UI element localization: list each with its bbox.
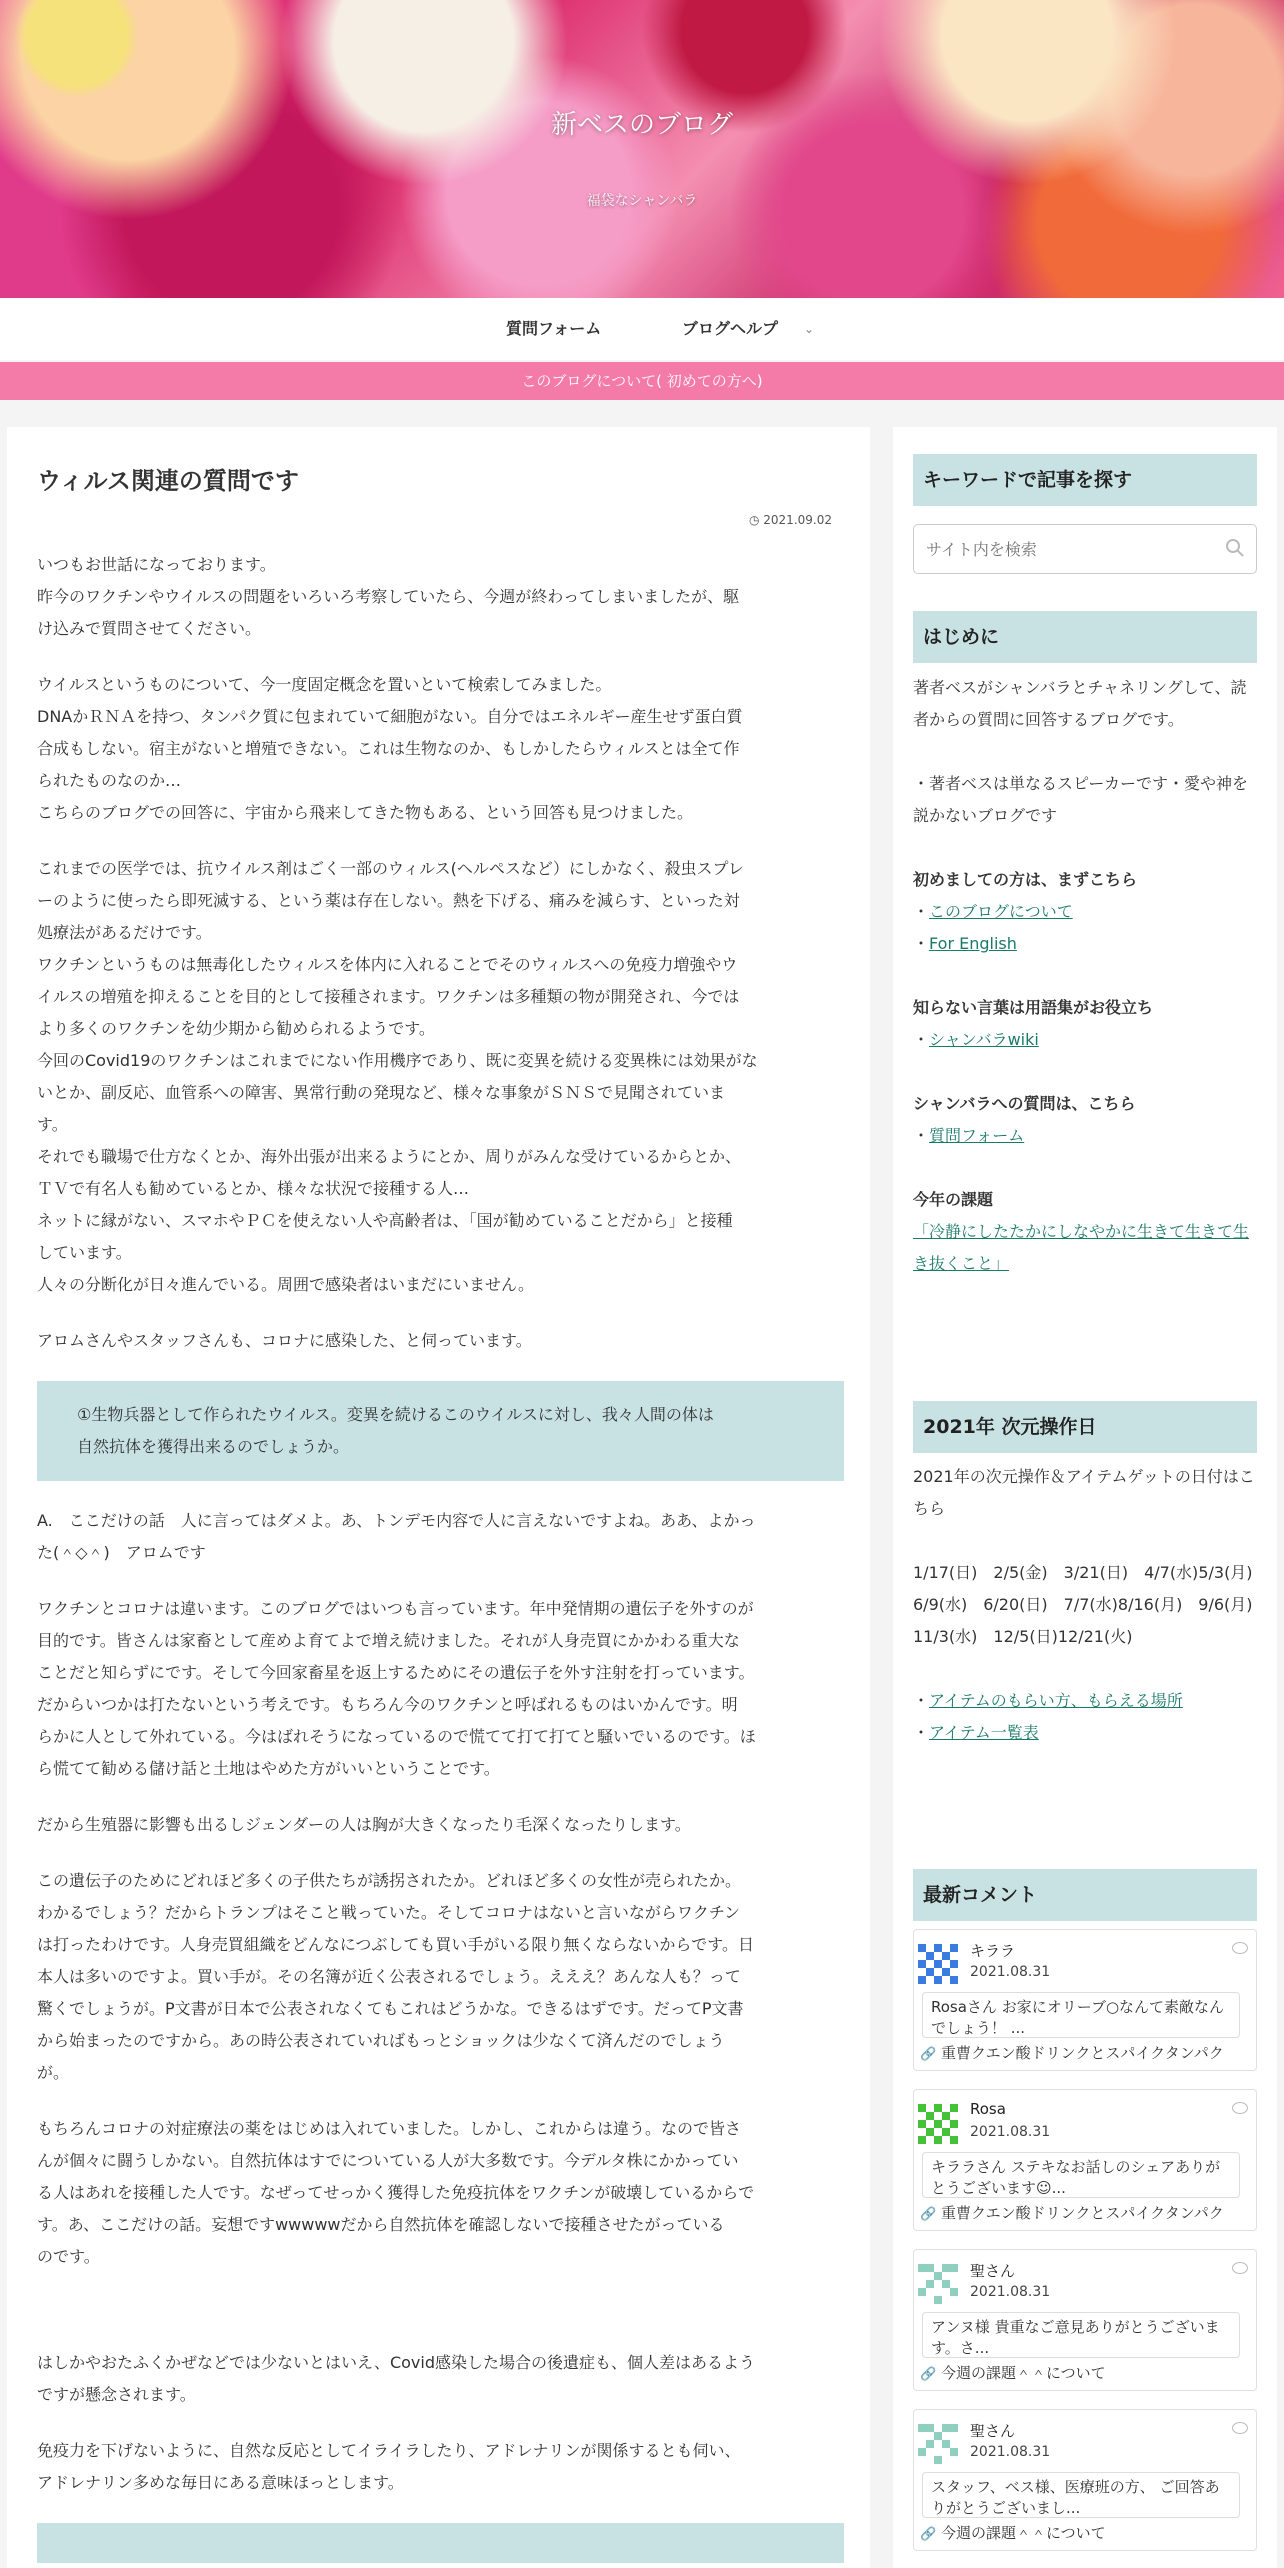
text-line: た(＾◇＾) アロムです	[37, 1543, 206, 1562]
search-box[interactable]	[913, 524, 1257, 574]
text-line: ワクチンとコロナは違います。このブログではいつも言っています。年中発情期の遺伝子を外すのが	[37, 1599, 754, 1618]
text-line: す。	[1153, 710, 1184, 729]
text-line: しています。	[37, 1243, 132, 1262]
text-line: んが個々に闘うしかない。自然抗体はすでについている人が大多数です。今デルタ株にかかってい	[37, 2151, 739, 2170]
site-tagline: 福袋なシャンバラ	[586, 193, 698, 209]
intro-bullets	[913, 768, 1257, 832]
comment-post-link[interactable]	[920, 2042, 1224, 2063]
question-box	[37, 1381, 844, 1481]
search-widget-heading: キーワードで記事を探す	[913, 454, 1257, 506]
text-line: す。	[37, 1115, 68, 1134]
link-item-how-to[interactable]: アイテムのもらい方、もらえる場所	[929, 1691, 1183, 1710]
text-line: 人々の分断化が日々進んでいる。周囲で感染者はいまだにいません。	[37, 1275, 534, 1294]
paragraph	[37, 2435, 844, 2499]
intro-text	[913, 672, 1257, 736]
paragraph	[37, 1865, 844, 2089]
text-line: 自然抗体を獲得出来るのでしょうか。	[77, 1437, 350, 1456]
comment-author: 聖さん	[970, 2262, 1016, 2280]
speech-bubble-icon	[1232, 2102, 1248, 2114]
link-icon: 🔗	[920, 2367, 937, 2382]
paragraph	[37, 853, 844, 1301]
speech-bubble-icon	[1232, 2262, 1248, 2274]
link-about-blog[interactable]: このブログについて	[929, 902, 1073, 921]
text-line: アドレナリン多めな毎日にある意味ほっとします。	[37, 2473, 404, 2492]
comment-card[interactable]	[913, 2089, 1257, 2231]
text-line: 「冷静にしたたかにしなやかに生きて生き	[913, 1222, 1218, 1241]
text-line: ＴＶで有名人も勧めているとか、様々な状況で接種する人…	[37, 1179, 470, 1198]
text-line: から始まったのですから。あの時公表されていればもっとショックは少なくて済んだのでしょう	[37, 2031, 725, 2050]
comments-widget-heading: 最新コメント	[913, 1869, 1257, 1921]
text-line: ・愛や神を説かないブログです	[913, 774, 1249, 825]
text-line: それでも職場で仕方なくとか、海外出張が出来るようにとか、周りがみんな受けているからとか、	[37, 1147, 742, 1166]
comment-card[interactable]	[913, 2409, 1257, 2551]
text-line: られたものなのか…	[37, 771, 182, 790]
comment-post-link[interactable]	[920, 2522, 1106, 2543]
speech-bubble-icon	[1232, 2422, 1248, 2434]
comment-author: キララ	[970, 1942, 1016, 1960]
text-line: いつもお世話になっております。	[37, 555, 276, 574]
text-line: 合成もしない。宿主がないと増殖できない。これは生物なのか、もしかしたらウィルスとは全て作	[37, 739, 740, 758]
text-line: もちろんコロナの対症療法の薬をはじめは入れていました。しかし、これからは違う。なので皆さ	[37, 2119, 742, 2138]
comment-card[interactable]	[913, 2249, 1257, 2391]
paragraph	[37, 2347, 844, 2411]
text-line: アロムさんやスタッフさんも、コロナに感染した、と伺っています。	[37, 1331, 532, 1350]
nav-item-question-form[interactable]: 質問フォーム	[506, 319, 602, 338]
header-banner	[0, 0, 1284, 298]
text-line: 驚くでしょうが。P文書が日本で公表されなくてもこれはどうかな。できるはずです。だってP文書	[37, 1999, 744, 2018]
sidebar	[893, 427, 1277, 2568]
avatar	[918, 2104, 958, 2144]
text-line: て、読者からの質問に回答するブログで	[913, 678, 1247, 729]
text-line: 12/21(火)	[1057, 1627, 1133, 1646]
comment-author: 聖さん	[970, 2422, 1016, 2440]
page-title: ウィルス関連の質問です	[37, 467, 299, 495]
text-line: ですが懸念されます。	[37, 2385, 196, 2404]
article-body	[37, 549, 844, 2563]
text-line: 8/16(月) 9/6(月) 11/3(水) 12/5(日)	[913, 1595, 1269, 1646]
speech-bubble-icon	[1232, 1942, 1248, 1954]
text-line: 今回のCovid19のワクチンはこれまでにない作用機序であり、既に変異を続ける変異株には効果がな	[37, 1051, 758, 1070]
paragraph	[37, 549, 844, 645]
text-line: け込みで質問させてください。	[37, 619, 262, 638]
text-line: が。	[37, 2063, 70, 2082]
text-line: わかるでしょう？だからトランプはそこと戦っていた。そしてコロナはないと言いながらワクチン	[37, 1903, 741, 1922]
paragraph	[37, 1505, 844, 1569]
comment-date: 2021.08.31	[970, 2284, 1051, 2300]
search-input[interactable]	[924, 525, 1208, 573]
text-line: この遺伝子のためにどれほど多くの子供たちが誘拐されたか。どれほど多くの女性が売られたか。	[37, 1871, 742, 1890]
paragraph	[37, 669, 844, 829]
link-icon: 🔗	[920, 2207, 937, 2222]
avatar	[918, 1944, 958, 1984]
comment-excerpt[interactable]: スタッフ、ベス様、医療班の方、 ご回答ありがとうございまし...	[922, 2472, 1240, 2518]
text-line: ワクチンというものは無毒化したウィルスを体内に入れることでそのウィルスへの免疫力増強やウ	[37, 955, 738, 974]
text-line: 著者ベスがシャンバラとチャネリングし	[913, 678, 1199, 697]
text-line: ウイルスというものについて、今一度固定概念を置いといて検索してみました。	[37, 675, 612, 694]
post-date-text: 2021.09.02	[763, 513, 832, 527]
ops-dates	[913, 1557, 1269, 1653]
intro-widget-heading: はじめに	[913, 611, 1257, 663]
nav-item-blog-help[interactable]: ブログヘルプ	[682, 319, 779, 338]
text-line: 目的です。皆さんは家畜として産めよ育てよで増え続けました。それが人身売買にかかわる重大な	[37, 1631, 740, 1650]
text-line: これまでの医学では、抗ウイルス剤はごく一部のウィルス(ヘルペスなど）にしかなく、殺虫スプレ	[37, 859, 744, 878]
ops-widget-heading: 2021年 次元操作日	[913, 1401, 1257, 1453]
text-line: ・著者ベスは単なるスピーカーです	[913, 774, 1169, 793]
text-line: ことだと知らずにです。そして今回家畜星を返上するためにその遺伝子を外す注射を打っています。	[37, 1663, 755, 1682]
paragraph	[37, 1325, 844, 1357]
spacer	[37, 2297, 844, 2347]
comment-excerpt[interactable]: Rosaさん お家にオリーブ○なんて素敵なんでしょう！ ...	[922, 1992, 1240, 2038]
text-line: 1/17(日) 2/5(金) 3/21(日) 4/7(水)	[913, 1563, 1199, 1582]
comment-post-link[interactable]	[920, 2362, 1106, 2383]
text-line: 本人は多いのですよ。買い手が。その名簿が近く公表されるでしょう。えええ？あんな人も？って	[37, 1967, 741, 1986]
text-line: て生き抜くこと」	[913, 1222, 1250, 1273]
recent-comments	[913, 1929, 1257, 2568]
link-icon: 🔗	[920, 2047, 937, 2062]
link-for-english[interactable]: For English	[929, 934, 1017, 953]
link-item-list[interactable]: アイテム一覧表	[929, 1723, 1039, 1742]
global-nav	[0, 298, 1284, 360]
comment-excerpt[interactable]: アンヌ様 貴重なご意見ありがとうございます。さ...	[922, 2312, 1240, 2358]
comment-date: 2021.08.31	[970, 1964, 1051, 1980]
site-title[interactable]: 新ベスのブログ	[550, 110, 733, 140]
text-line: 2021年の次元操作＆アイテムゲットの日付	[913, 1467, 1223, 1486]
paragraph	[37, 1809, 844, 1841]
text-line: より多くのワクチンを幼少期から勧められるようです。	[37, 1019, 435, 1038]
text-line: のです。	[37, 2247, 100, 2266]
text-line: はしかやおたふくかぜなどでは少ないとはいえ、Covid感染した場合の後遺症も、個人差はあるよう	[37, 2353, 755, 2372]
comment-post-title[interactable]: 今週の課題＾＾について	[940, 2364, 1106, 2382]
text-line: す。あ、ここだけの話。妄想ですwwwwwだから自然抗体を確認しないで接種させたがっている	[37, 2215, 725, 2234]
article	[7, 427, 870, 2568]
ops-widget: 2021年の次元操作＆アイテムゲットの日付はこちら 1/17(日) 2/5(金) 3/21(日) 4/7(水)5/3(月) 6/9(水) 6/20(日) 7/7(水)8/16(月) 9/6(月) 11/3(水) 12/5(日)12/21(火) ・アイテムのもらい方、もらえる場所 ・アイテム一覧表	[913, 1461, 1257, 1749]
comment-author: Rosa	[970, 2100, 1006, 2118]
intro-widget: 著者ベスがシャンバラとチャネリングして、読者からの質問に回答するブログです。 ・著者ベスは単なるスピーカーです・愛や神を説かないブログです 初めましての方は、まずこちら ・このブログについて ・For English 知らない言葉は用語集がお役立ち ・シャンバラwiki シャンバラへの質問は、こちら ・質問フォーム 今年の課題 「冷静にしたたかにしなやかに生きて生きて生き抜くこと」	[913, 672, 1257, 1280]
text-line: は打ったわけです。人身売買組織をどんなにつぶしても買い手がいる限り無くならないからです。日	[37, 1935, 754, 1954]
link-icon: 🔗	[920, 2527, 937, 2542]
text-line: ネットに縁がない、スマホやＰＣを使えない人や高齢者は、「国が勧めていることだから」と接種	[37, 1211, 733, 1230]
text-line: はこちら	[913, 1467, 1255, 1518]
paragraph	[37, 1593, 844, 1785]
question-label: シャンバラへの質問は、こちら	[913, 1094, 1136, 1113]
clock-icon: ◷	[748, 513, 760, 527]
comment-post-title[interactable]: 重曹クエン酸ドリンクとスパイクタンパク	[940, 2204, 1224, 2222]
avatar	[918, 2424, 958, 2464]
text-line: イルスの増殖を抑えることを目的として接種されます。ワクチンは多種類の物が開発され、今では	[37, 987, 740, 1006]
notice-bar[interactable]: このブログについて( 初めての方へ)	[0, 362, 1284, 400]
comment-date: 2021.08.31	[970, 2444, 1051, 2460]
glossary-label: 知らない言葉は用語集がお役立ち	[913, 998, 1154, 1017]
text-line: いとか、副反応、血管系への障害、異常行動の発現など、様々な事象がＳＮＳで見聞されていま	[37, 1083, 726, 1102]
text-line: こちらのブログでの回答に、宇宙から飛来してきた物もある、という回答も見つけました。	[37, 803, 694, 822]
comment-post-title[interactable]: 今週の課題＾＾について	[940, 2524, 1106, 2542]
text-line: ①生物兵器として作られたウイルス。変異を続けるこのウイルスに対し、我々人間の体は	[77, 1405, 714, 1424]
text-line: A. ここだけの話 人に言ってはダメよ。あ、トンデモ内容で人に言えないですよね。ああ、よかっ	[37, 1511, 756, 1530]
comment-excerpt[interactable]: キララさん ステキなお話しのシェアありがとうございます☺...	[922, 2152, 1240, 2198]
text-line: だから生殖器に影響も出るしジェンダーの人は胸が大きくなったり毛深くなったりします。	[37, 1815, 691, 1834]
post-date	[749, 513, 832, 527]
avatar	[918, 2264, 958, 2304]
text-line: だからいつかは打たないという考えです。もちろん今のワクチンと呼ばれるものはいかんです。明	[37, 1695, 738, 1714]
text-line: DNAかＲＮＡを持つ、タンパク質に包まれていて細胞がない。自分ではエネルギー産生せず蛋白質	[37, 707, 743, 726]
comment-date: 2021.08.31	[970, 2124, 1051, 2140]
text-line: 5/3(月) 6/9(水) 6/20(日) 7/7(水)	[913, 1563, 1269, 1614]
text-line: ら慌てて勧める儲け話と土地はやめた方がいいということです。	[37, 1759, 500, 1778]
theme-label: 今年の課題	[913, 1190, 994, 1209]
text-line: る人はあれを接種した人です。なぜってせっかく獲得した免疫抗体をワクチンが破壊しているからで	[37, 2183, 755, 2202]
search-icon[interactable]	[1224, 537, 1246, 559]
text-line: ーのように使ったら即死滅する、という薬は存在しない。熱を下げる、痛みを減らす、といった対	[37, 891, 740, 910]
paragraph	[37, 2113, 844, 2273]
link-year-theme[interactable]	[913, 1222, 1249, 1273]
comment-card[interactable]	[913, 1929, 1257, 2071]
question-box	[37, 2523, 844, 2563]
comment-post-link[interactable]	[920, 2202, 1224, 2223]
text-line: らかに人として外れている。今はばれそうになっているので慌てて打て打てと騒いでいるのです。ほ	[37, 1727, 756, 1746]
comment-post-title[interactable]: 重曹クエン酸ドリンクとスパイクタンパク	[940, 2044, 1224, 2062]
ops-text	[913, 1461, 1257, 1525]
first-time-label: 初めましての方は、まずこちら	[913, 870, 1138, 889]
text-line: 免疫力を下げないように、自然な反応としてイライラしたり、アドレナリンが関係するとも伺い、	[37, 2441, 741, 2460]
chevron-down-icon[interactable]: ⌄	[804, 322, 815, 336]
link-question-form[interactable]: 質問フォーム	[929, 1126, 1025, 1145]
text-line: 昨今のワクチンやウイルスの問題をいろいろ考察していたら、今週が終わってしまいましたが、駆	[37, 587, 740, 606]
text-line: 処療法があるだけです。	[37, 923, 212, 942]
link-shambhala-wiki[interactable]: シャンバラwiki	[929, 1030, 1039, 1049]
